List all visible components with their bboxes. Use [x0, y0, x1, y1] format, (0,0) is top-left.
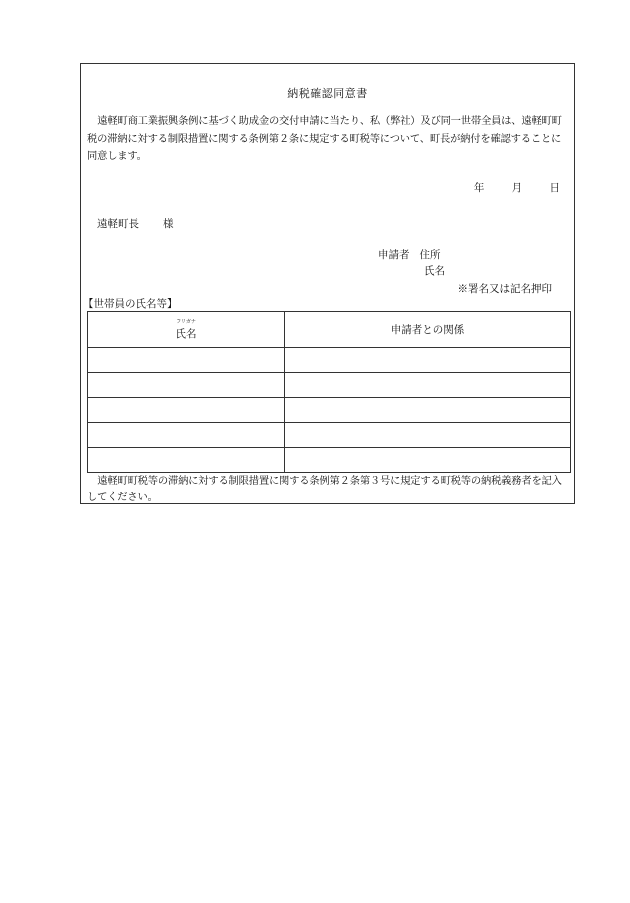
footnote: 遠軽町町税等の滞納に対する制限措置に関する条例第２条第３号に規定する町税等の納税義務者を記入してください。	[87, 475, 562, 503]
applicant-name-label: 氏名	[424, 265, 445, 277]
furigana-label: フリガナ	[176, 318, 196, 325]
table-row	[88, 448, 571, 473]
column-header-relation: 申請者との関係	[285, 312, 571, 348]
table-row	[88, 398, 571, 423]
consent-form-frame	[80, 63, 575, 504]
table-row	[88, 423, 571, 448]
member-relation-cell[interactable]	[285, 448, 571, 473]
member-relation-cell[interactable]	[285, 373, 571, 398]
applicant-block	[378, 247, 445, 279]
date-month-label: 月	[511, 182, 523, 194]
addressee	[97, 216, 174, 231]
member-name-cell[interactable]	[88, 448, 285, 473]
date-day-label: 日	[549, 182, 560, 194]
consent-paragraph: 遠軽町商工業振興条例に基づく助成金の交付申請に当たり、私（弊社）及び同一世帯全員は、遠軽町町税の滞納に対する制限措置に関する条例第２条に規定する町税等について、町長が納付を確認することに同意します。	[87, 115, 562, 162]
member-name-cell[interactable]	[88, 373, 285, 398]
document-title: 納税確認同意書	[287, 87, 368, 100]
table-row	[88, 348, 571, 373]
member-relation-cell[interactable]	[285, 348, 571, 373]
addressee-name: 遠軽町長	[97, 218, 139, 230]
table-header-row	[88, 312, 571, 348]
member-relation-cell[interactable]	[285, 398, 571, 423]
column-header-name	[88, 312, 285, 348]
household-members-table	[87, 311, 571, 473]
table-row	[88, 373, 571, 398]
applicant-label: 申請者	[378, 249, 410, 261]
column-header-name-label: 氏名	[175, 327, 197, 340]
member-name-cell[interactable]	[88, 398, 285, 423]
seal-note: ※署名又は記名押印	[457, 283, 552, 295]
member-relation-cell[interactable]	[285, 423, 571, 448]
date-year-label: 年	[473, 182, 485, 194]
members-section-label: 【世帯員の氏名等】	[83, 298, 178, 310]
date-line	[452, 180, 560, 195]
member-name-cell[interactable]	[88, 348, 285, 373]
member-name-cell[interactable]	[88, 423, 285, 448]
applicant-address-label: 住所	[419, 249, 441, 261]
addressee-honorific: 様	[163, 218, 174, 230]
